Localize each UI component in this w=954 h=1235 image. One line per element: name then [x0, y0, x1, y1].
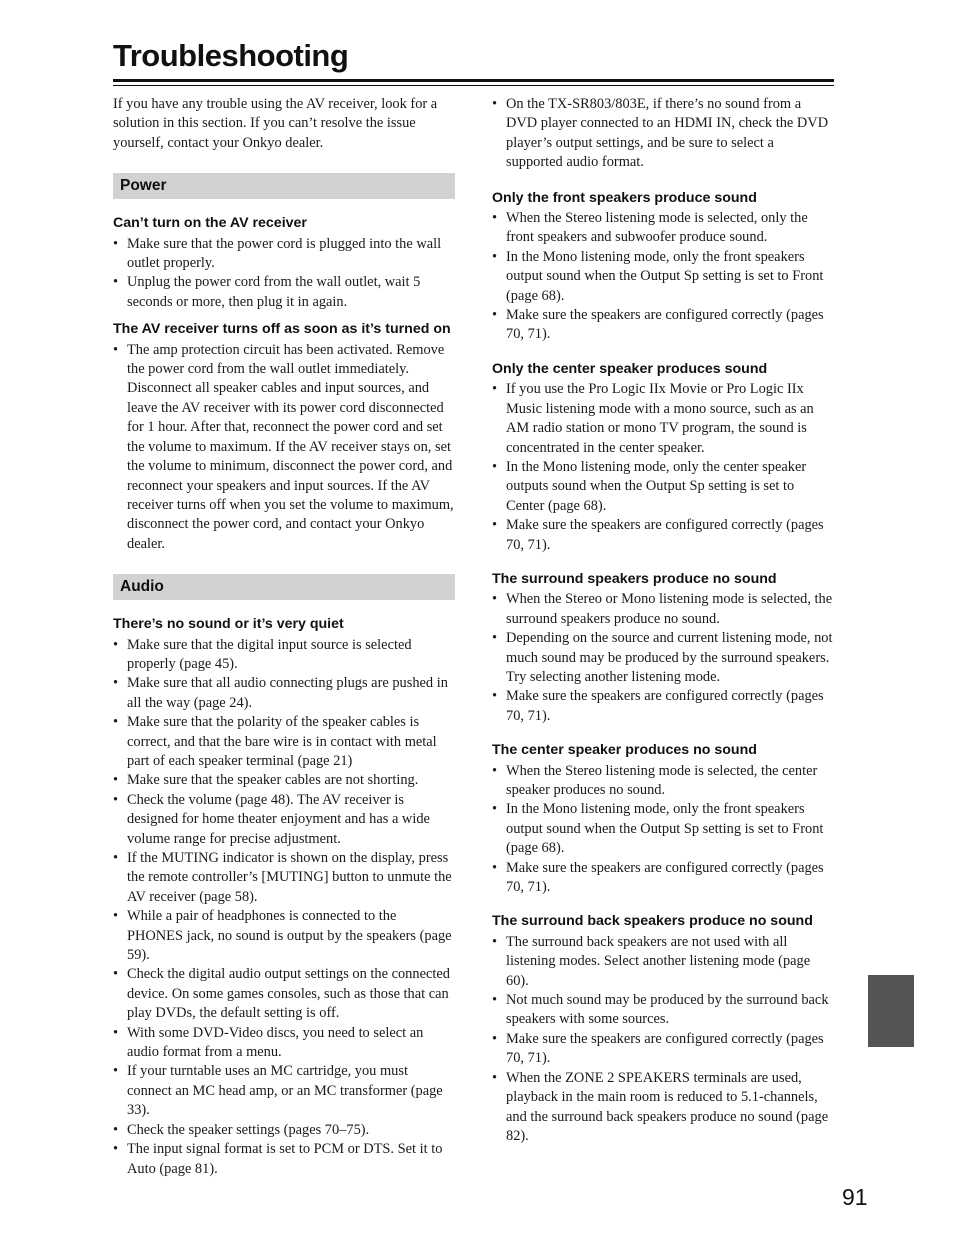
title-rule-thin	[113, 85, 834, 86]
issue-group	[492, 570, 834, 726]
solution-item: • Check the speaker settings (pages 70–75).	[113, 1121, 455, 1140]
section-band-power: Power	[113, 173, 455, 199]
solution-item: • Make sure the speakers are configured correctly (pages 70, 71).	[492, 306, 834, 345]
issue-heading-cant-turn-on-the-av-receiver: Can’t turn on the AV receiver	[113, 215, 307, 232]
solution-list	[492, 209, 834, 345]
solution-item: • Make sure that all audio connecting plugs are pushed in all the way (page 24).	[113, 674, 455, 713]
solution-item: • Make sure that the power cord is plugged into the wall outlet properly.	[113, 235, 455, 274]
solution-item: • When the Stereo listening mode is selected, only the front speakers and subwoofer produce sound.	[492, 209, 834, 248]
solution-item: • Depending on the source and current listening mode, not much sound may be produced by the surround speakers. Try selecting another listening mode.	[492, 629, 834, 687]
section-band-audio: Audio	[113, 574, 455, 600]
issue-heading-only-the-center-speaker-produces-sound: Only the center speaker produces sound	[492, 360, 768, 377]
solution-list	[492, 933, 834, 1146]
left-column	[113, 95, 455, 1179]
solution-item: • In the Mono listening mode, only the front speakers output sound when the Output Sp setting is set to Front (page 68).	[492, 248, 834, 306]
solution-item: • When the Stereo listening mode is selected, the center speaker produces no sound.	[492, 762, 834, 801]
solution-item: • With some DVD-Video discs, you need to select an audio format from a menu.	[113, 1024, 455, 1063]
issue-heading-the-surround-speakers-produce-no-sound: The surround speakers produce no sound	[492, 570, 777, 587]
solution-item: • Check the volume (page 48). The AV receiver is designed for home theater enjoyment and has a wide volume range for precise adjustment.	[113, 791, 455, 849]
side-tab-marker	[868, 975, 914, 1047]
solution-list	[113, 235, 455, 313]
left-sections	[113, 173, 455, 1179]
solution-item: • In the Mono listening mode, only the front speakers output sound when the Output Sp setting is set to Front (page 68).	[492, 800, 834, 858]
solution-list	[492, 380, 834, 555]
issue-group	[492, 189, 834, 345]
solution-item: • When the Stereo or Mono listening mode is selected, the surround speakers produce no sound.	[492, 590, 834, 629]
title-rule-thick	[113, 79, 834, 82]
solution-item: • In the Mono listening mode, only the center speaker outputs sound when the Output Sp setting is set to Center (page 68).	[492, 458, 834, 516]
issue-group	[492, 741, 834, 897]
solution-item: • If you use the Pro Logic IIx Movie or Pro Logic IIx Music listening mode with a mono source, such as an AM radio station or mono TV program, the sound is concentrated in the center speaker.	[492, 380, 834, 458]
solution-item: • Make sure the speakers are configured correctly (pages 70, 71).	[492, 687, 834, 726]
page-title: Troubleshooting	[113, 38, 349, 73]
issue-heading-the-av-receiver-turns-off-as-soon-as-its-turned-on: The AV receiver turns off as soon as it’s turned on	[113, 321, 451, 338]
issue-heading-the-surround-back-speakers-produce-no-sound: The surround back speakers produce no sound	[492, 913, 813, 930]
page-number: 91	[842, 1184, 868, 1210]
solution-list	[492, 590, 834, 726]
solution-item: • When the ZONE 2 SPEAKERS terminals are used, playback in the main room is reduced to 5.1-channels, and the surround back speakers produce no sound (page 82).	[492, 1069, 834, 1147]
solution-list	[113, 636, 455, 1179]
solution-item: • While a pair of headphones is connected to the PHONES jack, no sound is output by the speakers (page 59).	[113, 907, 455, 965]
solution-item: • On the TX-SR803/803E, if there’s no sound from a DVD player connected to an HDMI IN, check the DVD player’s output settings, and be sure to select a supported audio format.	[492, 95, 834, 173]
issue-heading-theres-no-sound-or-its-very-quiet: There’s no sound or it’s very quiet	[113, 616, 344, 633]
solution-item: • Not much sound may be produced by the surround back speakers with some sources.	[492, 991, 834, 1030]
intro-paragraph: If you have any trouble using the AV receiver, look for a solution in this section. If you can’t resolve the issue yourself, contact your Onkyo dealer.	[113, 96, 438, 151]
issue-heading-the-center-speaker-produces-no-sound: The center speaker produces no sound	[492, 742, 757, 759]
solution-item: • Make sure the speakers are configured correctly (pages 70, 71).	[492, 1030, 834, 1069]
solution-item: • If your turntable uses an MC cartridge, you must connect an MC head amp, or an MC transformer (page 33).	[113, 1062, 455, 1120]
solution-item: • The amp protection circuit has been activated. Remove the power cord from the wall outlet immediately. Disconnect all speaker cables and input sources, and leave the AV receiver with its power cord disconnected for 1 hour. After that, reconnect the power cord and set the volume to maximum. If the AV receiver stays on, set the volume to minimum, disconnect the power cord, and reconnect your speakers and input sources. If the AV receiver turns off when you set the volume to maximum, disconnect the power cord, and contact your Onkyo dealer.	[113, 341, 455, 554]
right-groups	[492, 189, 834, 1147]
solution-item: • Make sure that the polarity of the speaker cables is correct, and that the bare wire is in contact with metal part of each speaker terminal (page 21)	[113, 713, 455, 771]
solution-item: • The input signal format is set to PCM or DTS. Set it to Auto (page 81).	[113, 1140, 455, 1179]
solution-item: • Make sure the speakers are configured correctly (pages 70, 71).	[492, 859, 834, 898]
right-column	[492, 95, 834, 1161]
continued-list	[492, 95, 834, 173]
solution-list	[492, 762, 834, 898]
solution-item: • Make sure that the digital input source is selected properly (page 45).	[113, 636, 455, 675]
issue-group	[492, 912, 834, 1146]
solution-item: • Make sure the speakers are configured correctly (pages 70, 71).	[492, 516, 834, 555]
issue-heading-only-the-front-speakers-produce-sound: Only the front speakers produce sound	[492, 189, 757, 206]
issue-group	[492, 360, 834, 555]
solution-item: • If the MUTING indicator is shown on the display, press the remote controller’s [MUTING] button to unmute the AV receiver (page 58).	[113, 849, 455, 907]
solution-list	[113, 341, 455, 554]
solution-item: • Check the digital audio output settings on the connected device. On some games consoles, such as those that can play DVDs, the default setting is off.	[113, 965, 455, 1023]
solution-item: • Make sure that the speaker cables are not shorting.	[113, 771, 455, 790]
solution-item: • Unplug the power cord from the wall outlet, wait 5 seconds or more, then plug it in again.	[113, 273, 455, 312]
solution-item: • The surround back speakers are not used with all listening modes. Select another listening mode (page 60).	[492, 933, 834, 991]
